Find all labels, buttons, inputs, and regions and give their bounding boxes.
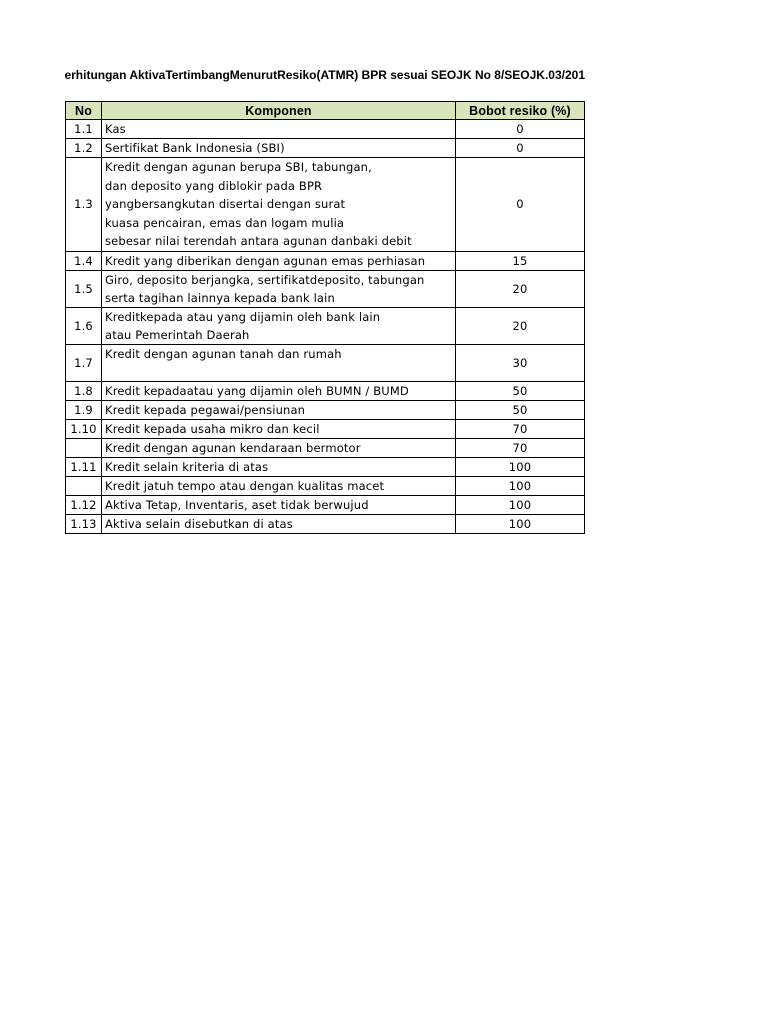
cell-komponen[interactable]: [102, 400, 456, 419]
cell-no[interactable]: 1.5: [66, 270, 102, 307]
cell-no[interactable]: [66, 476, 102, 495]
cell-komponen-line: Kredit selain kriteria di atas: [105, 459, 269, 474]
table-header-row: [66, 102, 585, 120]
cell-komponen-line: yangbersangkutan disertai dengan surat: [105, 197, 346, 211]
table-row: [66, 514, 585, 533]
cell-bobot[interactable]: 0: [456, 139, 585, 158]
cell-no[interactable]: 1.13: [66, 514, 102, 533]
cell-komponen-line: Kredit dengan agunan kendaraan bermotor: [105, 440, 361, 455]
table-row: [66, 400, 585, 419]
table-row: [66, 158, 585, 252]
cell-komponen[interactable]: [102, 120, 456, 139]
cell-komponen[interactable]: [102, 270, 456, 307]
cell-komponen[interactable]: [102, 514, 456, 533]
cell-bobot[interactable]: 70: [456, 438, 585, 457]
cell-komponen-line: serta tagihan lainnya kepada bank lain: [105, 290, 335, 305]
table-row: [66, 270, 585, 307]
cell-komponen-line: Kredit yang diberikan dengan agunan emas perhiasan: [105, 253, 426, 268]
table-row: [66, 419, 585, 438]
header-no[interactable]: No: [66, 102, 102, 120]
cell-komponen[interactable]: [102, 438, 456, 457]
cell-no[interactable]: 1.12: [66, 495, 102, 514]
cell-bobot[interactable]: 20: [456, 270, 585, 307]
cell-no[interactable]: 1.3: [66, 158, 102, 252]
cell-komponen[interactable]: [102, 457, 456, 476]
cell-komponen[interactable]: [102, 139, 456, 158]
cell-no[interactable]: 1.9: [66, 400, 102, 419]
cell-no[interactable]: [66, 438, 102, 457]
table-row: [66, 251, 585, 270]
cell-komponen-line: Sertifikat Bank Indonesia (SBI): [105, 141, 285, 155]
cell-bobot[interactable]: 15: [456, 251, 585, 270]
cell-bobot[interactable]: 100: [456, 476, 585, 495]
table-row: [66, 457, 585, 476]
header-komponen[interactable]: Komponen: [102, 102, 456, 120]
cell-no[interactable]: 1.8: [66, 381, 102, 400]
cell-bobot[interactable]: 100: [456, 514, 585, 533]
cell-komponen-line: Kreditkepada atau yang dijamin oleh bank lain: [105, 309, 381, 324]
cell-komponen-line: Kredit dengan agunan tanah dan rumah: [105, 346, 342, 361]
cell-no[interactable]: 1.7: [66, 344, 102, 381]
table-row: [66, 120, 585, 139]
cell-komponen-line: Kredit kepadaatau yang dijamin oleh BUMN / BUMD: [105, 383, 409, 398]
cell-bobot[interactable]: 70: [456, 419, 585, 438]
cell-bobot[interactable]: 50: [456, 381, 585, 400]
table-row: [66, 344, 585, 381]
cell-komponen-line: Kredit dengan agunan berupa SBI, tabungan,: [105, 160, 372, 174]
cell-bobot[interactable]: 20: [456, 307, 585, 344]
cell-komponen-line: Kredit kepada usaha mikro dan kecil: [105, 421, 320, 436]
cell-no[interactable]: 1.6: [66, 307, 102, 344]
cell-komponen[interactable]: [102, 381, 456, 400]
cell-komponen[interactable]: [102, 419, 456, 438]
cell-bobot[interactable]: 0: [456, 158, 585, 252]
table-row: [66, 307, 585, 344]
page-title-text: erhitungan AktivaTertimbangMenurutResiko(ATMR) BPR sesuai SEOJK No 8/SEOJK.03/201: [64, 68, 585, 82]
cell-bobot[interactable]: 50: [456, 400, 585, 419]
table-row: [66, 438, 585, 457]
table-row: [66, 381, 585, 400]
cell-komponen[interactable]: [102, 158, 456, 252]
cell-komponen[interactable]: [102, 344, 456, 381]
cell-no[interactable]: 1.4: [66, 251, 102, 270]
cell-komponen-line: atau Pemerintah Daerah: [105, 327, 250, 342]
cell-bobot[interactable]: 0: [456, 120, 585, 139]
cell-bobot[interactable]: 100: [456, 495, 585, 514]
atmr-table: [65, 101, 585, 534]
cell-komponen-line: dan deposito yang diblokir pada BPR: [105, 178, 323, 193]
cell-komponen-line: kuasa pencairan, emas dan logam mulia: [105, 215, 345, 230]
header-bobot[interactable]: Bobot resiko (%): [456, 102, 585, 120]
cell-komponen-line: Giro, deposito berjangka, sertifikatdeposito, tabungan: [105, 272, 425, 287]
cell-komponen[interactable]: [102, 495, 456, 514]
cell-no[interactable]: 1.1: [66, 120, 102, 139]
cell-komponen-line: sebesar nilai terendah antara agunan danbaki debit: [105, 234, 412, 248]
cell-komponen-line: Kas: [105, 122, 126, 136]
table-row: [66, 476, 585, 495]
cell-no[interactable]: 1.2: [66, 139, 102, 158]
cell-bobot[interactable]: 100: [456, 457, 585, 476]
cell-bobot[interactable]: 30: [456, 344, 585, 381]
table-row: [66, 495, 585, 514]
cell-komponen[interactable]: [102, 476, 456, 495]
cell-komponen-line: Aktiva Tetap, Inventaris, aset tidak berwujud: [105, 497, 369, 512]
cell-komponen[interactable]: [102, 251, 456, 270]
cell-komponen[interactable]: [102, 307, 456, 344]
cell-komponen-line: Kredit kepada pegawai/pensiunan: [105, 402, 306, 417]
cell-no[interactable]: 1.11: [66, 457, 102, 476]
table-row: [66, 139, 585, 158]
cell-komponen-line: Kredit jatuh tempo atau dengan kualitas macet: [105, 478, 385, 493]
cell-no[interactable]: 1.10: [66, 419, 102, 438]
cell-komponen-line: Aktiva selain disebutkan di atas: [105, 516, 293, 531]
page-title: [0, 66, 585, 84]
